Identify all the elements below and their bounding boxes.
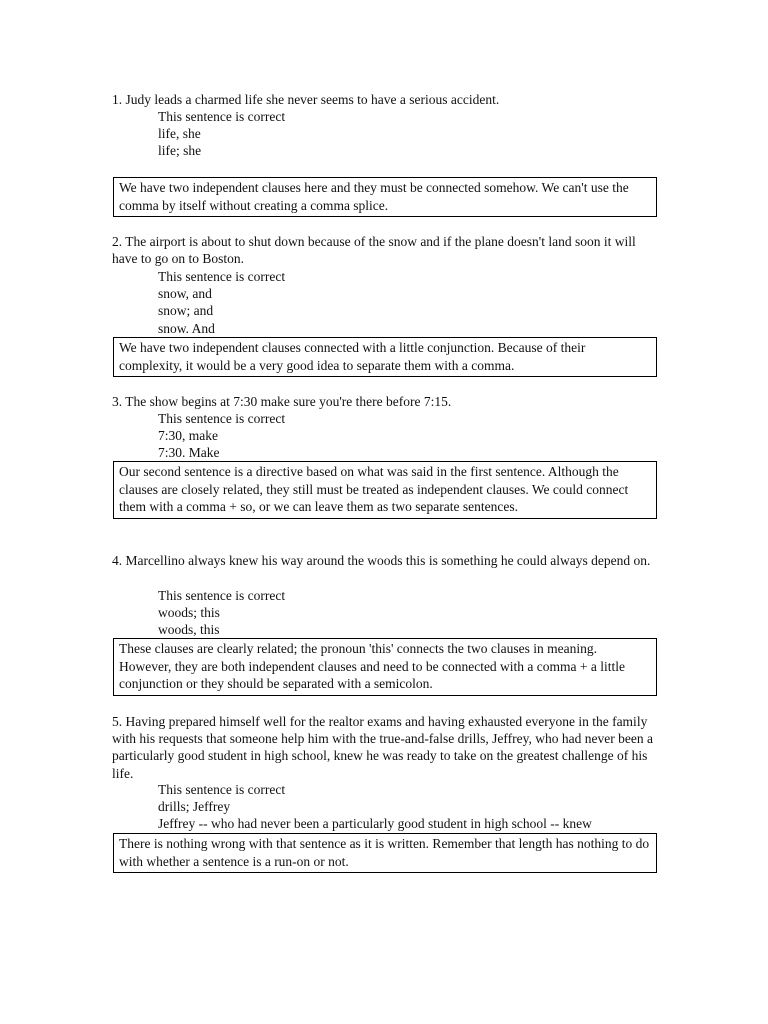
question-3-explanation: Our second sentence is a directive based on what was said in the first sentence. Although the clauses are closely related, they still must be treated as independent clauses. We could connect them with a comma + so, or we can leave them as two separate sentences. <box>113 461 657 519</box>
question-4-options <box>158 587 285 639</box>
question-2-explanation: We have two independent clauses connected with a little conjunction. Because of their complexity, it would be a very good idea to separate them with a comma. <box>113 337 657 377</box>
question-5-options <box>158 781 592 833</box>
answer-option: drills; Jeffrey <box>158 799 231 815</box>
answer-option: Jeffrey -- who had never been a particularly good student in high school -- knew <box>158 816 592 832</box>
question-3-options <box>158 410 285 462</box>
question-5-text: 5. Having prepared himself well for the realtor exams and having exhausted everyone in the family with his requests that someone help him with the true-and-false drills, Jeffrey, who had never been a particularly good student in high school, knew he was ready to take on the greatest challenge of his life. <box>112 714 653 781</box>
question-1-explanation: We have two independent clauses here and they must be connected somehow. We can't use the comma by itself without creating a comma splice. <box>113 177 657 217</box>
question-1-options <box>158 108 285 160</box>
answer-option: woods, this <box>158 622 220 638</box>
question-2-options <box>158 268 285 337</box>
answer-option: This sentence is correct <box>158 109 286 124</box>
question-4-explanation: These clauses are clearly related; the pronoun 'this' connects the two clauses in meaning. However, they are both independent clauses and need to be connected with a comma + a little conjunction or they should be separated with a semicolon. <box>113 638 657 696</box>
question-2-text: 2. The airport is about to shut down because of the snow and if the plane doesn't land soon it will have to go on to Boston. <box>112 234 636 267</box>
question-3-text: 3. The show begins at 7:30 make sure you're there before 7:15. <box>112 394 452 409</box>
answer-option: snow. And <box>158 320 215 336</box>
question-1-text: 1. Judy leads a charmed life she never seems to have a serious accident. <box>112 92 500 107</box>
answer-option: This sentence is correct <box>158 782 286 797</box>
answer-option: 7:30. Make <box>158 445 220 461</box>
answer-option: This sentence is correct <box>158 269 286 284</box>
question-4-text: 4. Marcellino always knew his way around the woods this is something he could always depend on. <box>112 553 651 568</box>
answer-option: life, she <box>158 126 201 142</box>
answer-option: life; she <box>158 143 202 159</box>
answer-option: woods; this <box>158 605 220 621</box>
answer-option: 7:30, make <box>158 428 218 444</box>
question-5-explanation: There is nothing wrong with that sentence as it is written. Remember that length has nothing to do with whether a sentence is a run-on or not. <box>113 833 657 873</box>
answer-option: snow, and <box>158 286 212 302</box>
answer-option: snow; and <box>158 303 214 319</box>
answer-option: This sentence is correct <box>158 411 286 426</box>
answer-option: This sentence is correct <box>158 588 286 603</box>
